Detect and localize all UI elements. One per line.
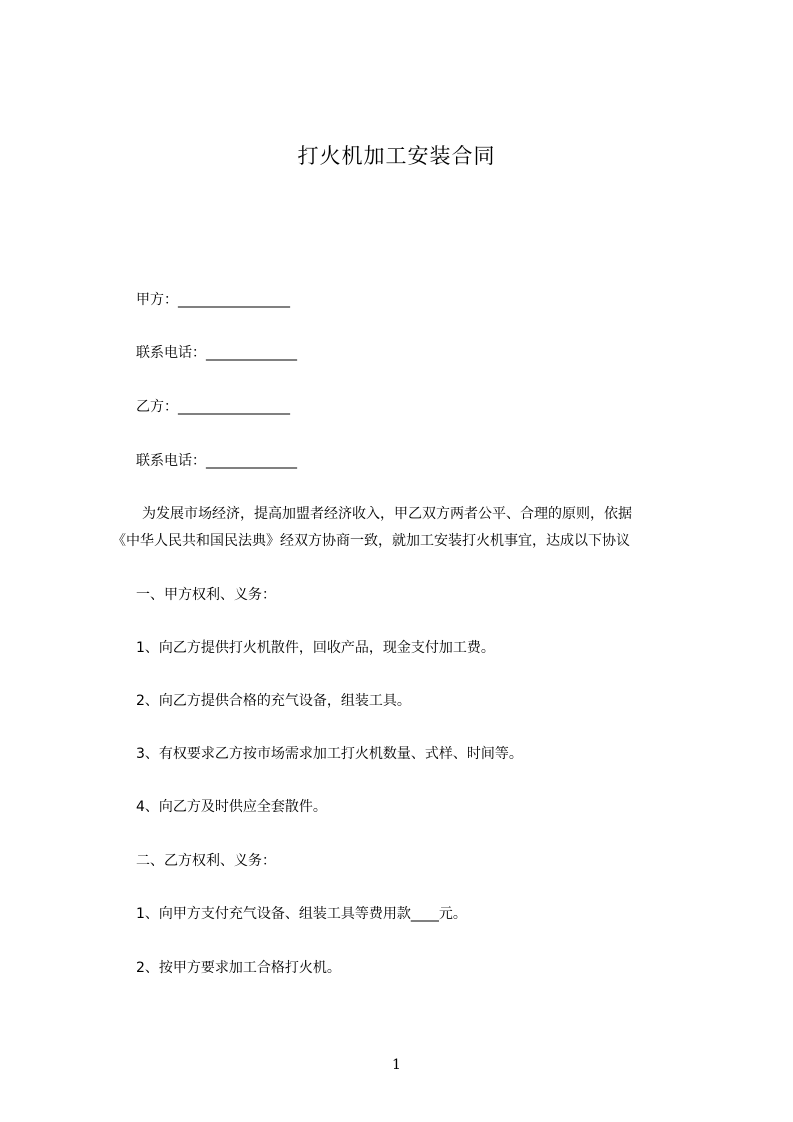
party-b-phone-field: 联系电话：_____________	[136, 453, 297, 469]
intro-paragraph-line-2: 《中华人民共和国民法典》经双方协商一致，就加工安装打火机事宜，达成以下协议	[112, 533, 630, 549]
section-1-item-4: 4、向乙方及时供应全套散件。	[136, 799, 327, 815]
party-a-phone-field: 联系电话：_____________	[136, 345, 297, 361]
section-1-item-1: 1、向乙方提供打火机散件，回收产品，现金支付加工费。	[136, 640, 495, 656]
section-1-item-2: 2、向乙方提供合格的充气设备，组装工具。	[136, 693, 411, 709]
party-a-field: 甲方：________________	[136, 292, 290, 308]
page-number: 1	[392, 1057, 401, 1073]
section-2-heading: 二、乙方权利、义务：	[136, 853, 276, 869]
section-2-item-1: 1、向甲方支付充气设备、组装工具等费用款____元。	[136, 906, 467, 922]
section-1-item-3: 3、有权要求乙方按市场需求加工打火机数量、式样、时间等。	[136, 746, 523, 762]
intro-paragraph-line-1: 为发展市场经济，提高加盟者经济收入，甲乙双方两者公平、合理的原则，依据	[142, 506, 632, 522]
document-title: 打火机加工安装合同	[297, 144, 496, 168]
section-1-heading: 一、甲方权利、义务：	[136, 587, 276, 603]
section-2-item-2: 2、按甲方要求加工合格打火机。	[136, 960, 341, 976]
party-b-field: 乙方：________________	[136, 399, 290, 415]
